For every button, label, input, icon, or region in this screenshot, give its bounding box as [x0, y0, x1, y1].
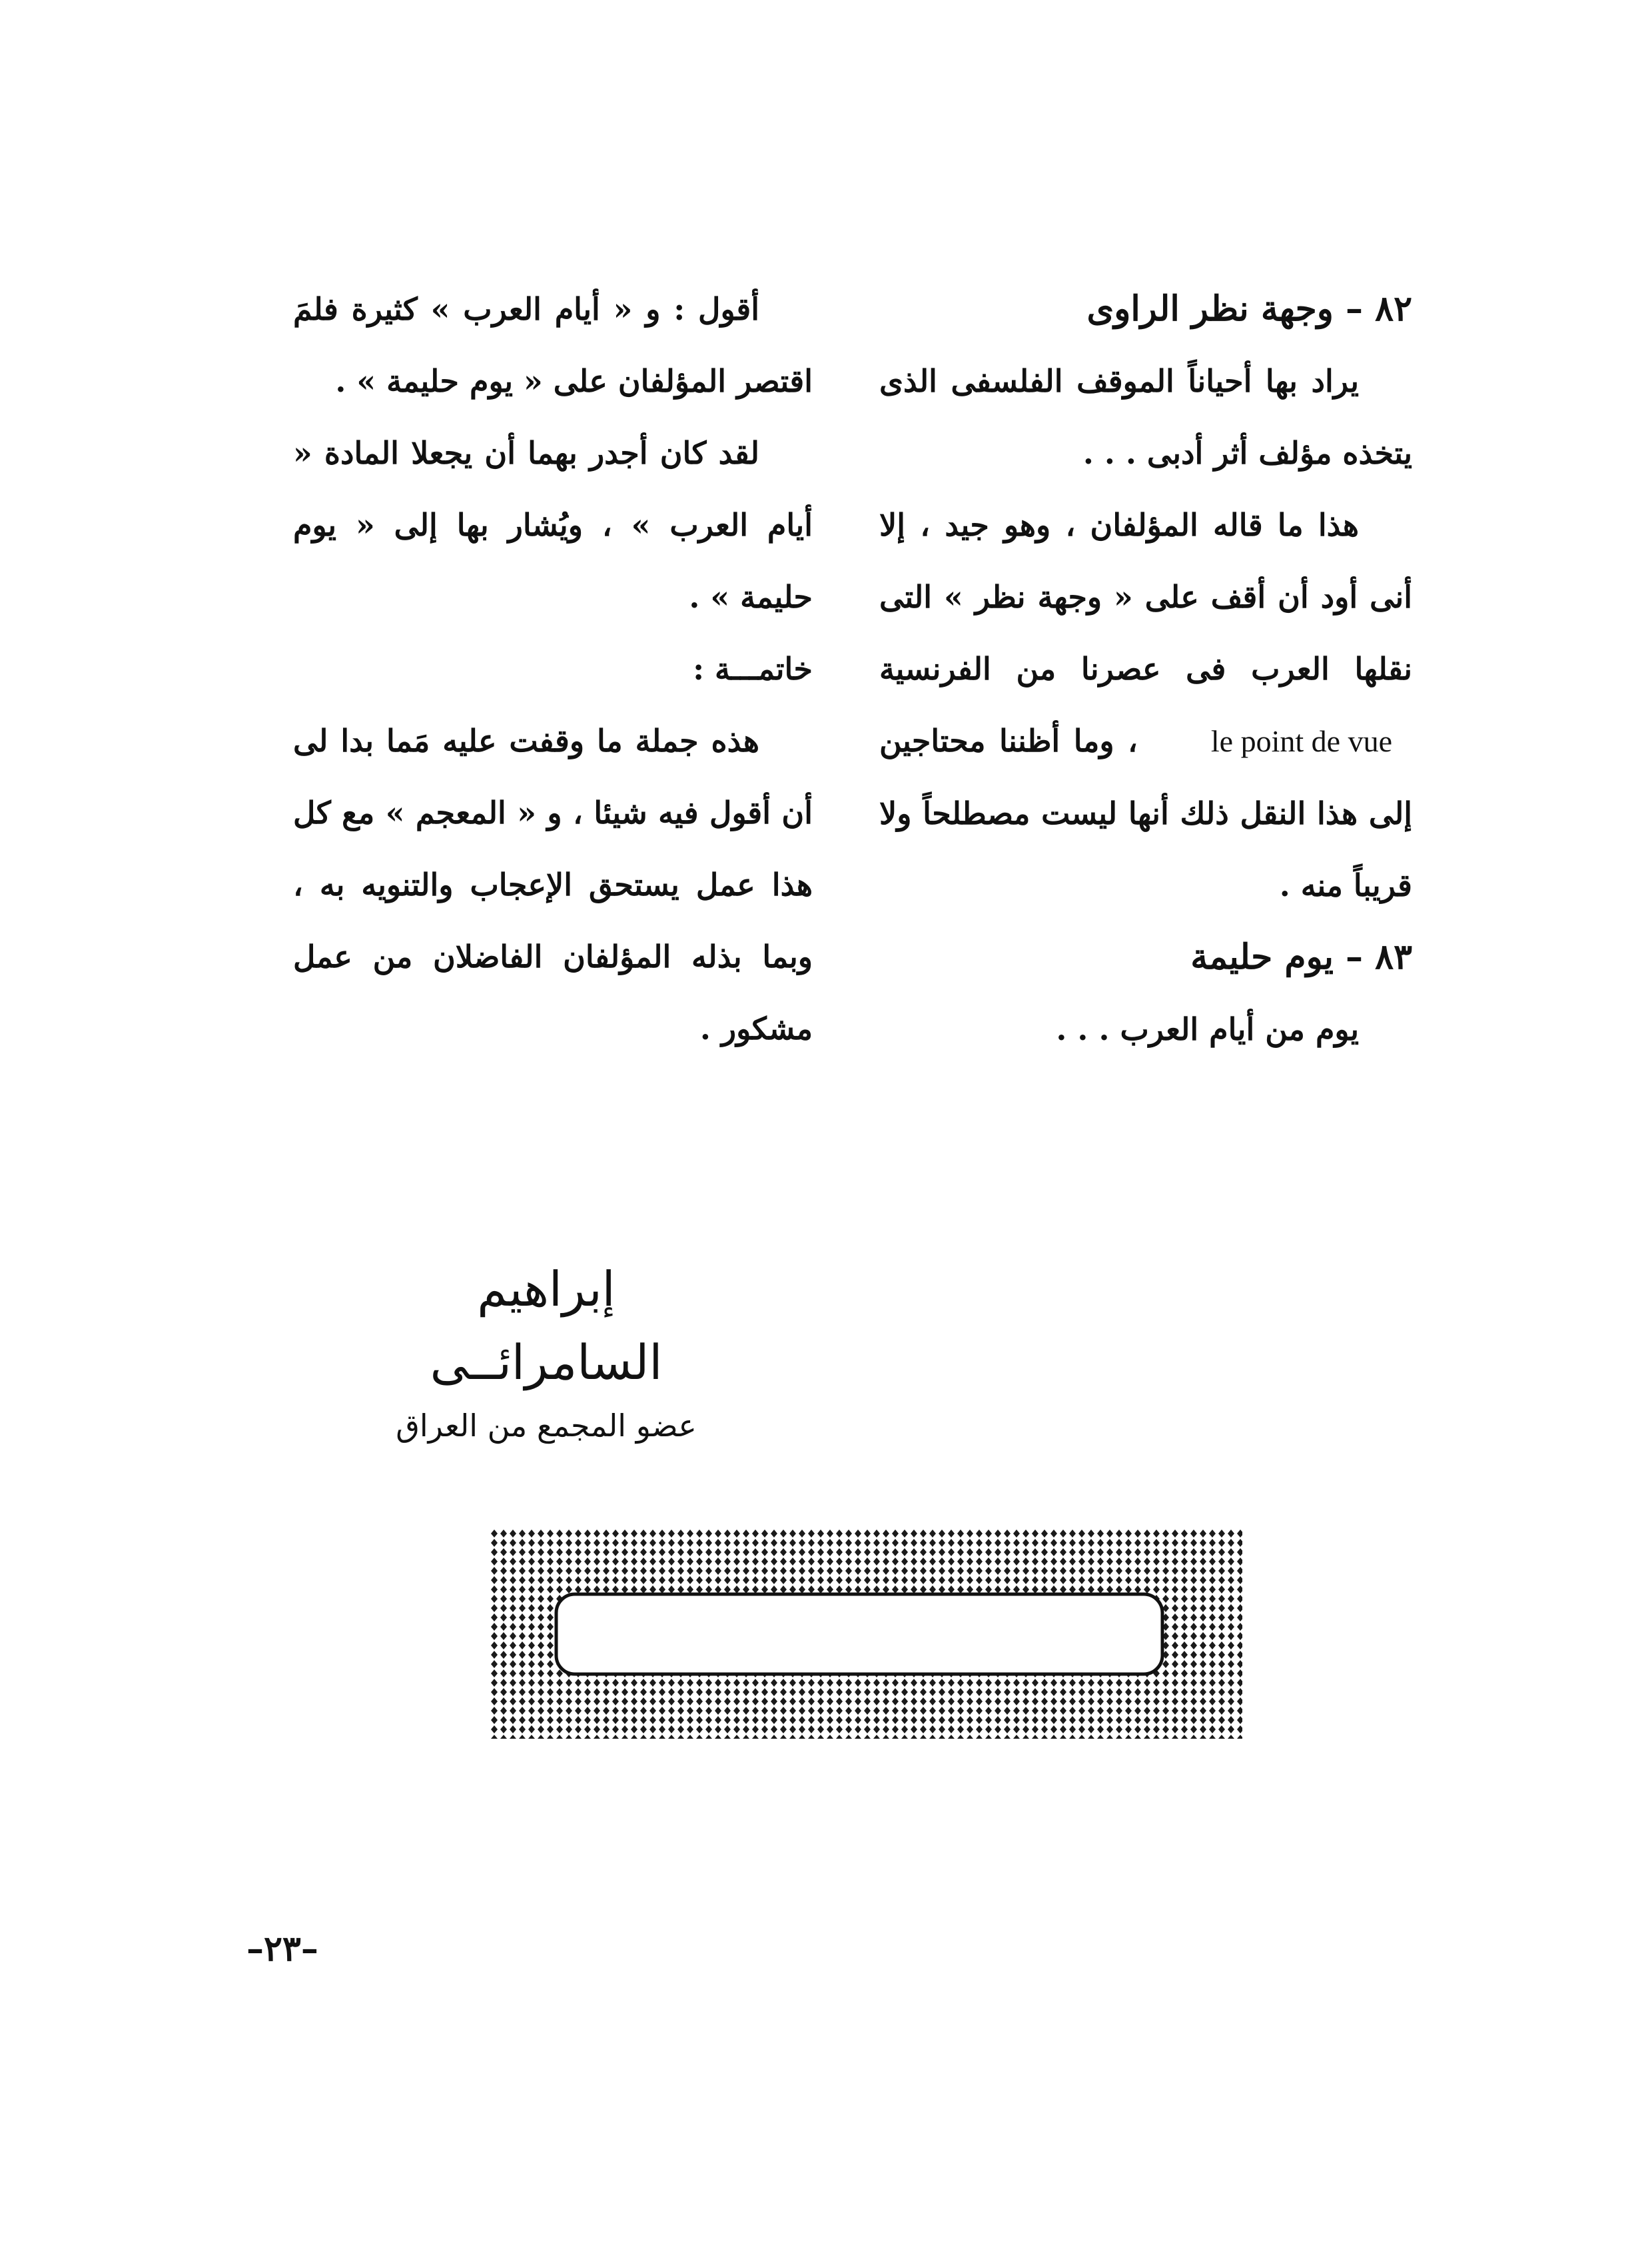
- closing-heading: خاتمـــة :: [693, 651, 813, 687]
- paragraph-definition: يراد بها أحياناً الموقف الفلسفى الذى يتخذه مؤلف أثر أدبى . . .: [879, 363, 1412, 471]
- author-name: إبراهيم السامرائــى: [430, 1261, 663, 1390]
- section-heading-83: ٨٣ – يوم حليمة: [1190, 937, 1412, 977]
- left-text-column: [293, 273, 813, 1065]
- section-heading-82: ٨٢ – وجهة نظر الراوى: [1086, 288, 1412, 329]
- author-signature: [373, 1252, 719, 1452]
- paragraph-commentary: [879, 489, 1412, 921]
- decorative-ornament-frame: [490, 1529, 1242, 1739]
- paragraph-conclusion: هذه جملة ما وقفت عليه مَما بدا لى أن أقول فيه شيئا ، و « المعجم » مع كل هذا عمل يستحق الإعجاب والتنويه به ، وبما بذله المؤلفان الفاضلان من عمل مشكور .: [293, 723, 813, 1047]
- commentary-text-before: هذا ما قاله المؤلفان ، وهو جيد ، إلا أنى أود أن أقف على « وجهة نظر » التى نقلها العرب فى عصرنا من الفرنسية: [879, 507, 1412, 687]
- paragraph-comment-2: لقد كان أجدر بهما أن يجعلا المادة « أيام العرب » ، ويُشار بها إلى « يوم حليمة » .: [293, 435, 813, 615]
- commentary-text-after: ، وما أظننا محتاجين إلى هذا النقل ذلك أنها ليست مصطلحاً ولا قريباً منه .: [879, 723, 1412, 903]
- french-term: le point de vue: [1210, 724, 1392, 758]
- page-number: –٢٣–: [246, 1929, 318, 1969]
- author-role: عضو المجمع من العراق: [396, 1408, 697, 1444]
- ornament-pattern-icon: [490, 1529, 1242, 1739]
- right-text-column: [879, 273, 1412, 1065]
- paragraph-yawm-halima: يوم من أيام العرب . . .: [1056, 1011, 1359, 1047]
- paragraph-comment-1: أقول : و « أيام العرب » كثيرة فلمَ اقتصر المؤلفان على « يوم حليمة » .: [293, 291, 813, 399]
